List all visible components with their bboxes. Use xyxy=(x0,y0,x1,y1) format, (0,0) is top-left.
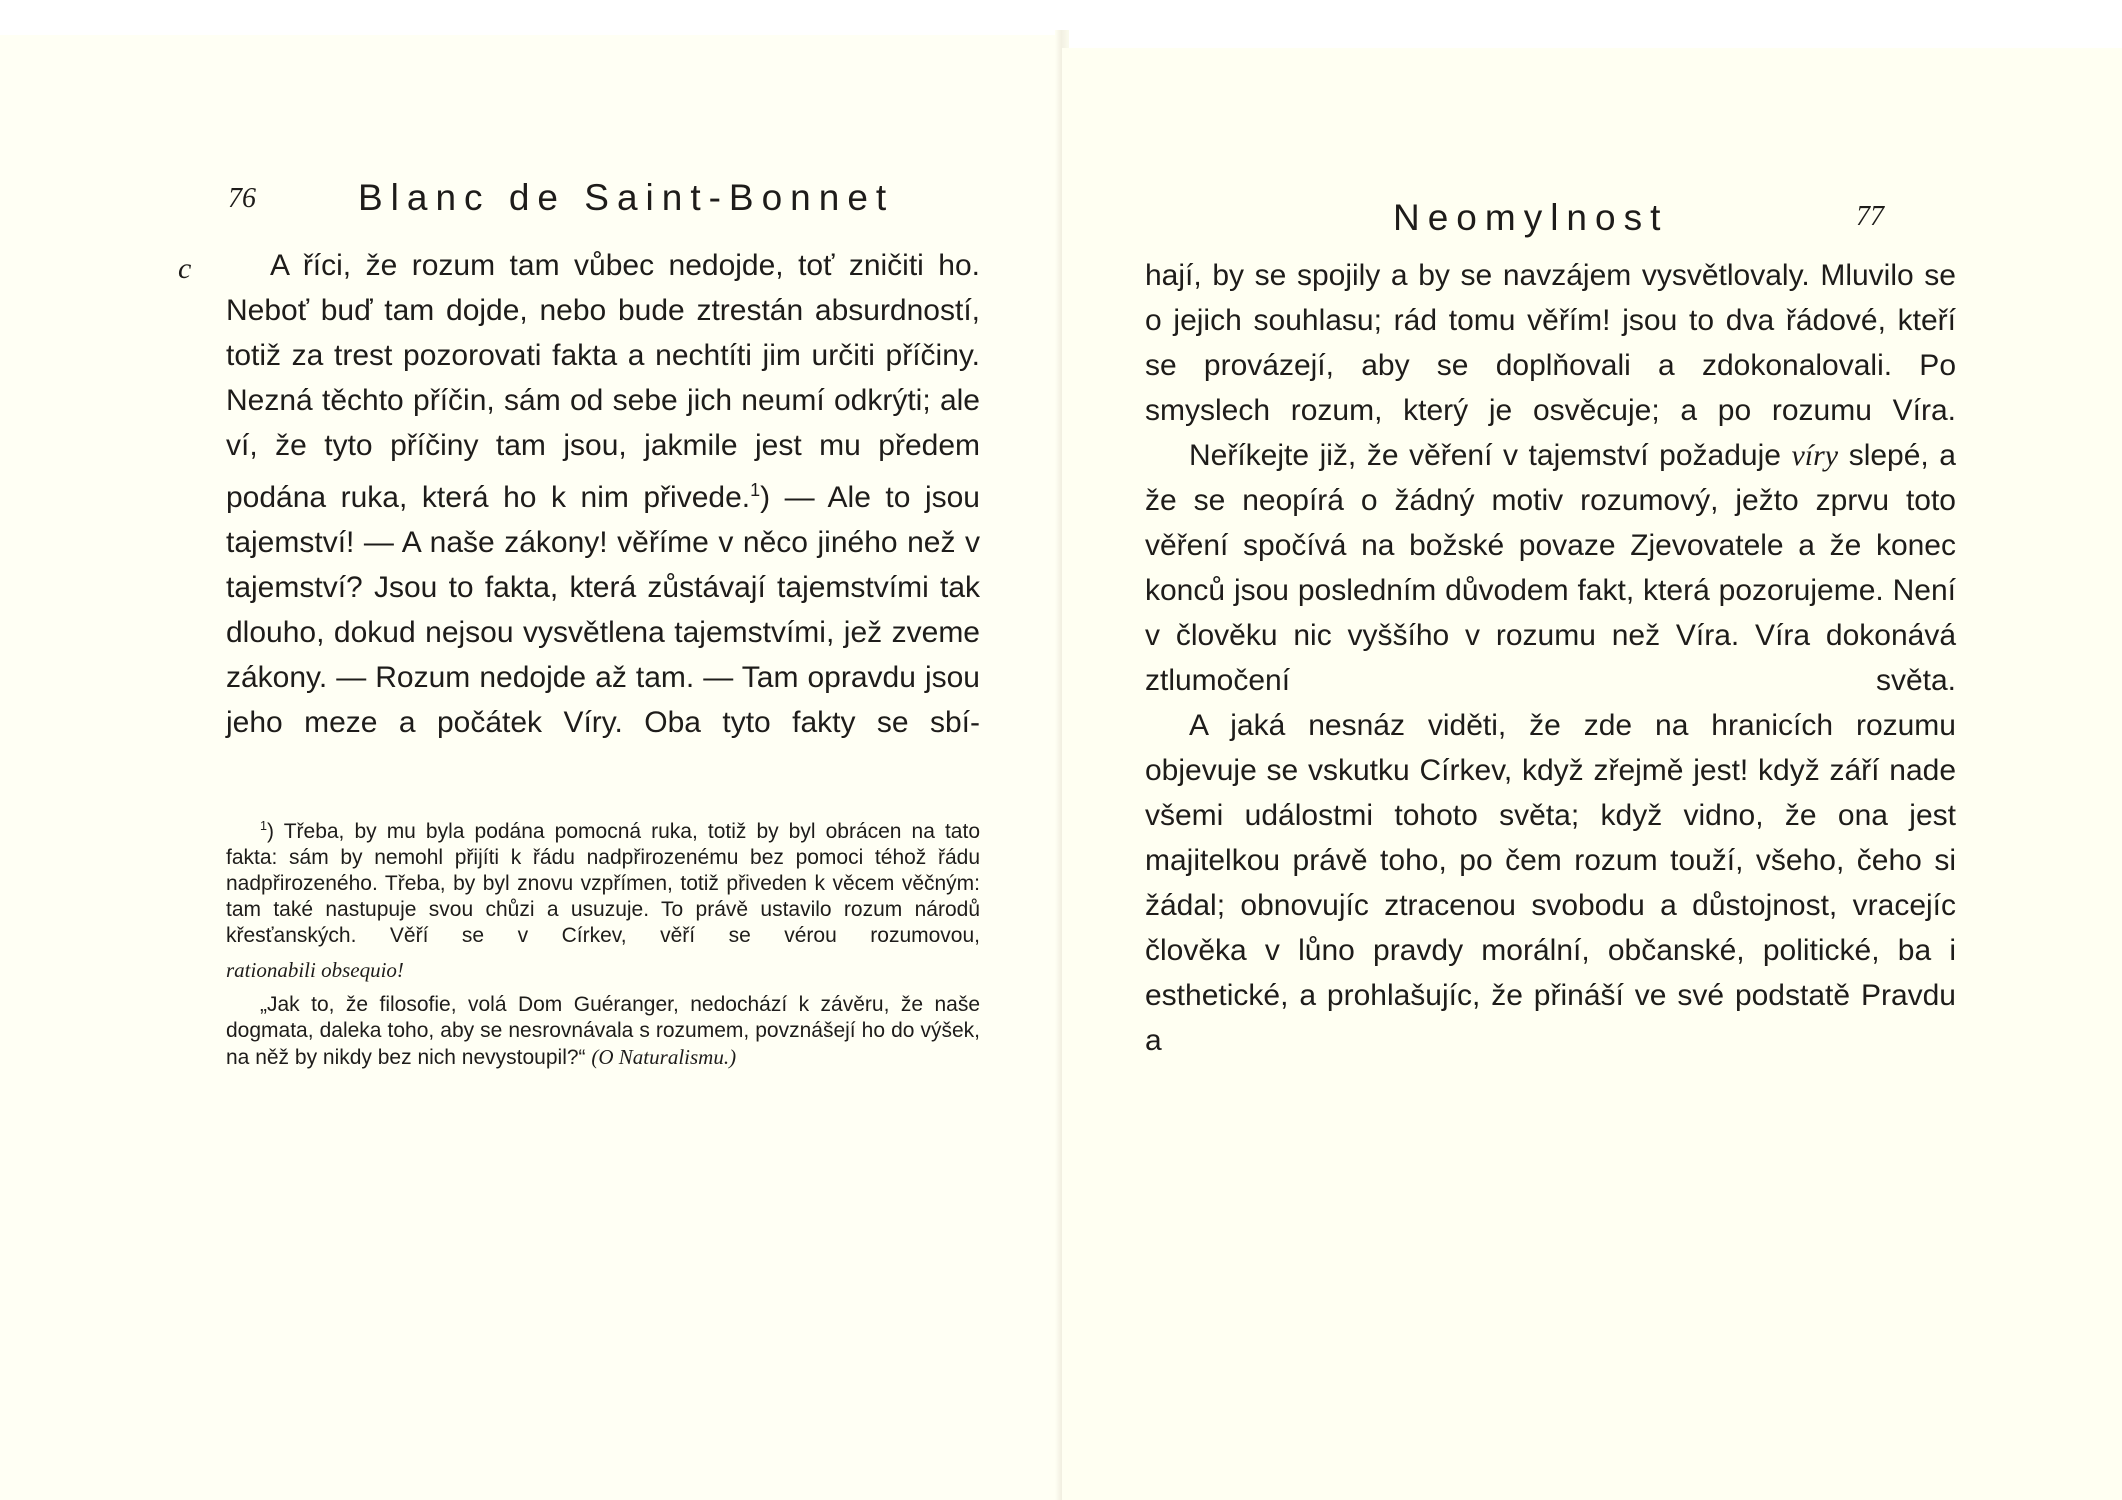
footnote-1: $^1$) Třeba, by mu byla podána pomocná ruka, totiž by byl obrácen na tato fakta: sám by nemohl přijíti k řádu nadpřirozenému bez pomoci téhož řádu nadpřirozeného. Třeba, by byl znovu vzpřímen, totiž přiveden k věcem věčným: tam také nastupuje svou chůzi a usuzuje. To právě ustavilo rozum národů křesťanských. Věří se v Církev, věří se vérou rozumovou, xyxy=(226,819,980,947)
footnote-reference: 1 xyxy=(750,480,761,500)
left-footnotes xyxy=(226,813,980,1079)
right-page-number: 77 xyxy=(1856,201,1884,232)
left-running-head: Blanc de Saint-Bonnet xyxy=(358,177,895,218)
margin-mark: c xyxy=(178,252,192,285)
right-paragraph-1: hají, by se spojily a by se navzájem vysvětlovaly. Mluvilo se o jejich souhlasu; rád tomu věřím! jsou to dva řádové, kteří se provázejí, aby se doplňovali a zdokonalovali. Po smyslech rozum, který je osvěcuje; a po rozumu Víra. xyxy=(1145,259,1956,427)
right-page xyxy=(1062,48,2122,1500)
left-paragraph: A říci, že rozum tam vůbec nedojde, toť zničiti ho. Neboť buď tam dojde, nebo bude ztrestán absurdností, totiž za trest pozorovati fakta a nechtíti jim určiti příčiny. Nezná těchto příčin, sám od sebe jich neumí odkrýti; ale ví, že tyto příčiny tam jsou, jakmile jest mu předem podána ruka, která ho k nim přivede.$^1$) — Ale to jsou tajemství! — A naše zákony! věříme v něco jiného než v tajemství? Jsou to fakta, která zůstávají tajemstvími tak dlouho, dokud nejsou vysvětlena tajemstvími, jež zveme zákony. — Rozum nedojde až tam. — Tam opravdu jsou jeho meze a počátek Víry. Oba tyto fakty se sbí- xyxy=(226,249,980,739)
right-body-text xyxy=(1145,253,1956,1063)
footnote-quote: „Jak to, že filosofie, volá Dom Guéranger, nedochází k závěru, že naše dogmata, daleka toho, aby se nesrovnávala s rozumem, povznášejí ho do výšek, na něž by nikdy bez nich nevystoupil?“ (O Naturalismu.) xyxy=(226,993,980,1069)
left-body-text xyxy=(226,243,980,745)
left-page xyxy=(0,35,1062,1500)
right-paragraph-3: A jaká nesnáz viděti, že zde na hranicích rozumu objevuje se vskutku Církev, když zřejmě jest! když září nade všemi událostmi tohoto světa; když vidno, že ona jest majitelkou právě toho, po čem rozum touží, všeho, čeho si žádal; obnovujíc ztracenou svobodu a důstojnost, vracejíc člověka v lůno pravdy morální, občanské, politické, ba i esthetické, a prohlašujíc, že přináší ve své podstatě Pravdu a xyxy=(1145,709,1956,1057)
footnote-1-italic: rationabili obsequio! xyxy=(226,958,404,982)
right-paragraph-2: Neříkejte již, že věření v tajemství požaduje víry slepé, a že se neopírá o žádný motiv rozumový, ježto zprvu toto věření spočívá na božské povaze Zjevovatele a že konec konců jsou posledním důvodem fakt, která pozorujeme. Není v člověku nic vyššího v rozumu než Víra. Víra dokonává ztlumočení světa. xyxy=(1145,439,1956,697)
right-running-head: Neomylnost xyxy=(1393,197,1669,238)
left-page-number: 76 xyxy=(228,183,256,214)
